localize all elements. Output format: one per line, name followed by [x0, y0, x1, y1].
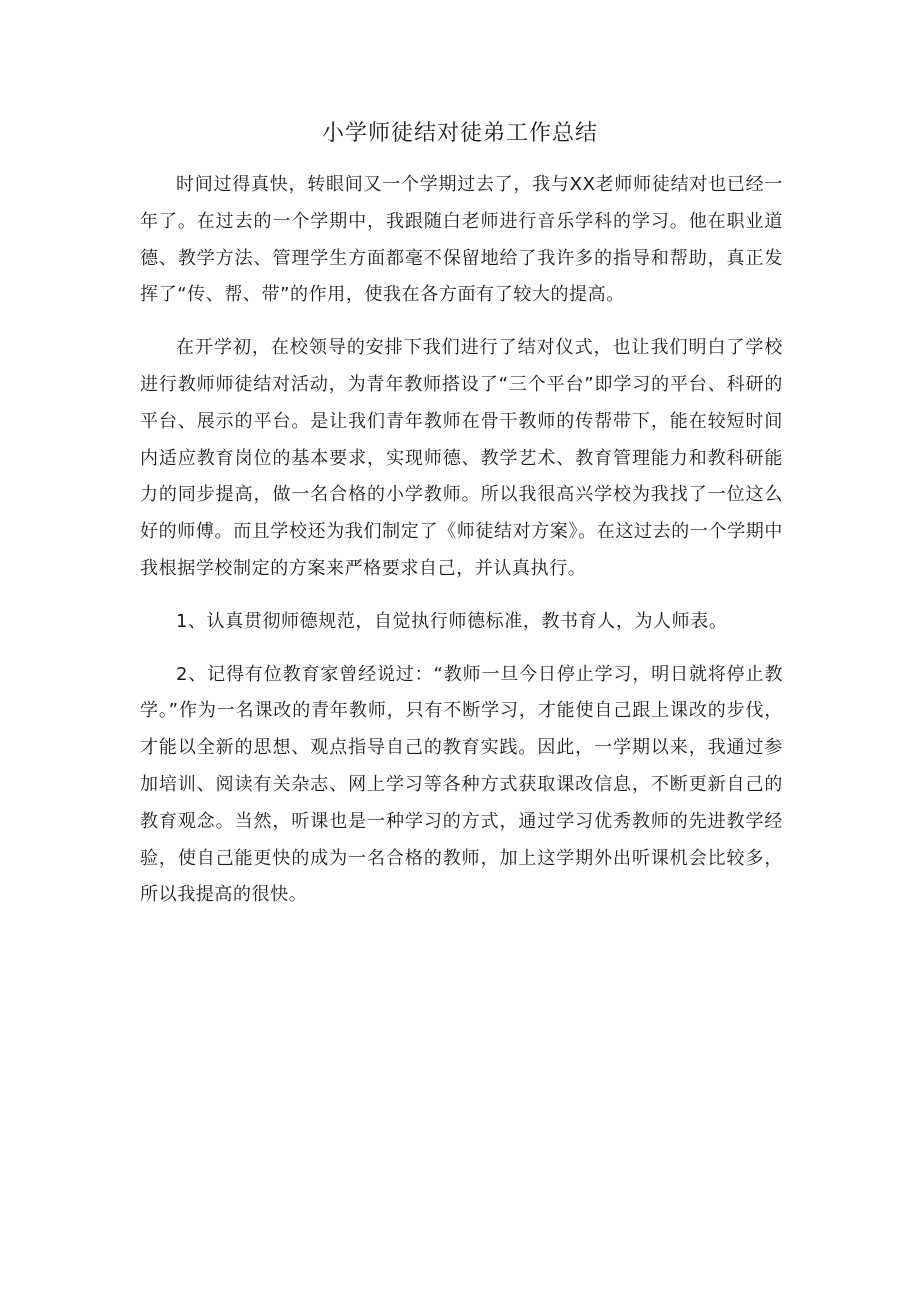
- document-body: [140, 167, 783, 914]
- document-title: 小学师徒结对徒弟工作总结: [321, 121, 598, 146]
- paragraph-item-2: 2、记得有位教育家曾经说过：“教师一旦今日停止学习，明日就将停止教学。”作为一名课改的青年教师，只有不断学习，才能使自己跟上课改的步伐，才能以全新的思想、观点指导自己的教育实践。因此，一学期以来，我通过参加培训、阅读有关杂志、网上学习等各种方式获取课改信息，不断更新自己的教育观念。当然，听课也是一种学习的方式，通过学习优秀教师的先进教学经验，使自己能更快的成为一名合格的教师，加上这学期外出听课机会比较多，所以我提高的很快。: [140, 663, 783, 906]
- paragraph-item-1: 1、认真贯彻师德规范，自觉执行师德标准，教书育人，为人师表。: [176, 610, 728, 632]
- paragraph-pairing-ceremony: 在开学初，在校领导的安排下我们进行了结对仪式，也让我们明白了学校进行教师师徒结对活动，为青年教师搭设了“三个平台”即学习的平台、科研的平台、展示的平台。是让我们青年教师在骨干教师的传帮带下，能在较短时间内适应教育岗位的基本要求，实现师德、教学艺术、教育管理能力和教科研能力的同步提高，做一名合格的小学教师。所以我很高兴学校为我找了一位这么好的师傅。而且学校还为我们制定了《师徒结对方案》。在这过去的一个学期中我根据学校制定的方案来严格要求自己，并认真执行。: [140, 337, 783, 579]
- paragraph-intro: 时间过得真快，转眼间又一个学期过去了，我与XX老师师徒结对也已经一年了。在过去的一个学期中，我跟随白老师进行音乐学科的学习。他在职业道德、教学方法、管理学生方面都毫不保留地给了我许多的指导和帮助，真正发挥了“传、帮、带”的作用，使我在各方面有了较大的提高。: [140, 174, 783, 306]
